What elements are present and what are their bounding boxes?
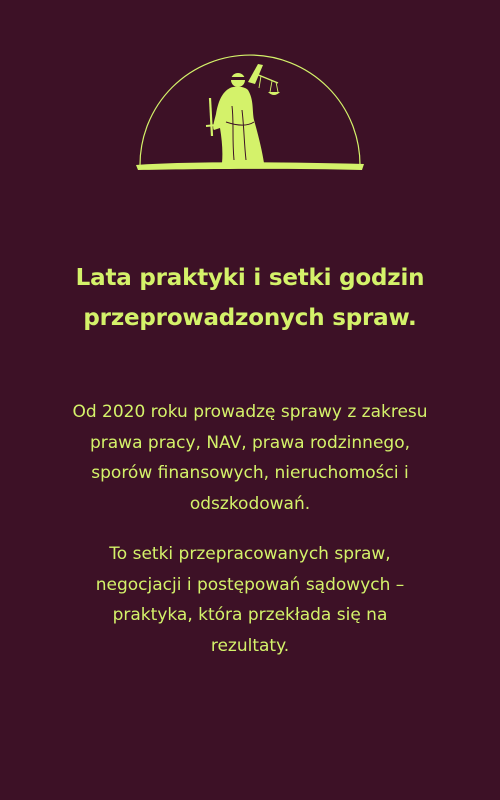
experience-paragraph — [36, 397, 464, 519]
paragraph-line: praktyka, która przekłada się na — [112, 605, 388, 625]
paragraph-line: Od 2020 roku prowadzę sprawy z zakresu — [72, 402, 428, 422]
paragraph-line: negocjacji i postępowań sądowych – — [95, 574, 405, 595]
headline — [30, 258, 470, 338]
paragraph-line: sporów finansowych, nieruchomości i — [91, 463, 409, 483]
justice-emblem — [130, 30, 370, 175]
lady-justice-icon — [130, 30, 370, 175]
paragraph-line: prawa pracy, NAV, prawa rodzinnego, — [89, 432, 410, 453]
ground-stroke — [136, 162, 364, 170]
headline-line: Lata praktyki i setki godzin — [75, 265, 425, 291]
paragraph-line: odszkodowań. — [189, 493, 311, 514]
results-paragraph — [36, 539, 464, 661]
paragraph-line: To setki przepracowanych spraw, — [109, 544, 391, 564]
headline-line: przeprowadzonych spraw. — [83, 305, 417, 331]
paragraph-line: rezultaty. — [210, 635, 290, 656]
